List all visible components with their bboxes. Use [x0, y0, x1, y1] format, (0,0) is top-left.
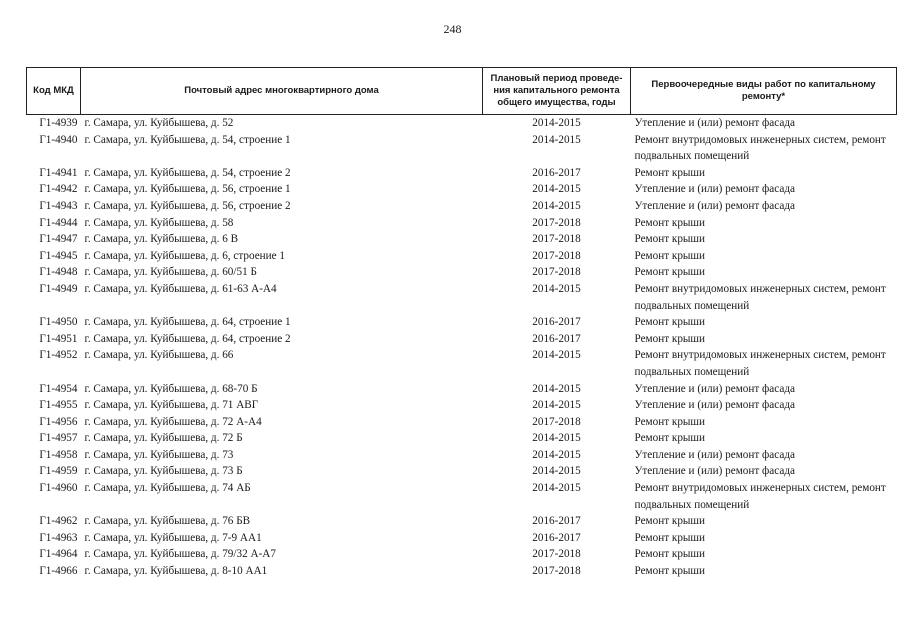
cell-period: 2017-2018 — [532, 266, 581, 279]
cell-code: Г1-4940 — [39, 133, 78, 146]
header-work: Первоочередные виды работ по капитальному ремонту* — [631, 68, 897, 115]
cell-code: Г1-4945 — [39, 249, 78, 262]
cell-period: 2016-2017 — [532, 332, 581, 345]
cell-work: Ремонт крыши — [634, 565, 706, 578]
table-row — [27, 397, 897, 414]
cell-address: г. Самара, ул. Куйбышева, д. 8-10 АА1 — [84, 565, 268, 578]
cell-period: 2016-2017 — [532, 531, 581, 544]
cell-period: 2014-2015 — [532, 183, 581, 196]
cell-code: Г1-4954 — [39, 382, 78, 395]
cell-work: Ремонт внутридомовых инженерных систем, ремонт подвальных помещений — [634, 349, 886, 378]
cell-period: 2014-2015 — [532, 349, 581, 362]
cell-work: Ремонт крыши — [634, 266, 706, 279]
cell-address: г. Самара, ул. Куйбышева, д. 74 АБ — [84, 482, 251, 495]
cell-period: 2014-2015 — [532, 199, 581, 212]
cell-work: Ремонт крыши — [634, 531, 706, 544]
cell-address: г. Самара, ул. Куйбышева, д. 71 АВГ — [84, 399, 259, 412]
cell-period: 2017-2018 — [532, 249, 581, 262]
cell-work: Ремонт крыши — [634, 415, 706, 428]
cell-address: г. Самара, ул. Куйбышева, д. 56, строение 1 — [84, 183, 291, 196]
cell-period: 2014-2015 — [532, 133, 581, 146]
table-row — [27, 198, 897, 215]
cell-code: Г1-4947 — [39, 233, 78, 246]
table-row — [27, 381, 897, 398]
cell-period: 2016-2017 — [532, 166, 581, 179]
table-body — [27, 115, 897, 580]
cell-period: 2014-2015 — [532, 382, 581, 395]
cell-period: 2014-2015 — [532, 448, 581, 461]
table-row — [27, 447, 897, 464]
cell-work: Ремонт крыши — [634, 316, 706, 329]
table-row — [27, 132, 897, 165]
cell-address: г. Самара, ул. Куйбышева, д. 73 Б — [84, 465, 243, 478]
cell-address: г. Самара, ул. Куйбышева, д. 72 А-А4 — [84, 415, 262, 428]
cell-code: Г1-4962 — [39, 515, 78, 528]
cell-code: Г1-4959 — [39, 465, 78, 478]
cell-work: Утепление и (или) ремонт фасада — [634, 199, 795, 212]
cell-address: г. Самара, ул. Куйбышева, д. 56, строение 2 — [84, 199, 291, 212]
cell-code: Г1-4950 — [39, 316, 78, 329]
table-row — [27, 546, 897, 563]
cell-period: 2014-2015 — [532, 482, 581, 495]
cell-work: Ремонт крыши — [634, 233, 706, 246]
cell-address: г. Самара, ул. Куйбышева, д. 64, строение 2 — [84, 332, 291, 345]
cell-address: г. Самара, ул. Куйбышева, д. 64, строение 1 — [84, 316, 291, 329]
cell-period: 2016-2017 — [532, 316, 581, 329]
cell-work: Утепление и (или) ремонт фасада — [634, 117, 795, 129]
table-row — [27, 281, 897, 314]
page-number: 248 — [443, 22, 462, 36]
cell-address: г. Самара, ул. Куйбышева, д. 54, строение 2 — [84, 166, 291, 179]
cell-address: г. Самара, ул. Куйбышева, д. 68-70 Б — [84, 382, 258, 395]
cell-work: Ремонт крыши — [634, 216, 706, 229]
cell-code: Г1-4964 — [39, 548, 78, 561]
cell-work: Ремонт крыши — [634, 432, 706, 445]
cell-code: Г1-4963 — [39, 531, 78, 544]
table-row — [27, 181, 897, 198]
cell-period: 2014-2015 — [532, 399, 581, 412]
table-row — [27, 231, 897, 248]
cell-code: Г1-4943 — [39, 199, 78, 212]
table-row — [27, 530, 897, 547]
table-row — [27, 480, 897, 513]
cell-address: г. Самара, ул. Куйбышева, д. 7-9 АА1 — [84, 531, 262, 544]
cell-address: г. Самара, ул. Куйбышева, д. 79/32 А-А7 — [84, 548, 276, 561]
cell-period: 2014-2015 — [532, 282, 581, 295]
header-code: Код МКД — [27, 68, 81, 115]
header-period: Плановый период проведе-ния капитального ремонта общего имущества, годы — [483, 68, 631, 115]
cell-code: Г1-4957 — [39, 432, 78, 445]
cell-work: Ремонт внутридомовых инженерных систем, ремонт подвальных помещений — [634, 482, 886, 511]
cell-address: г. Самара, ул. Куйбышева, д. 61-63 А-А4 — [84, 282, 277, 295]
cell-period: 2016-2017 — [532, 515, 581, 528]
cell-code: Г1-4955 — [39, 399, 78, 412]
cell-code: Г1-4951 — [39, 332, 78, 345]
cell-work: Утепление и (или) ремонт фасада — [634, 399, 795, 412]
cell-code: Г1-4958 — [39, 448, 78, 461]
table-row — [27, 115, 897, 132]
table-row — [27, 463, 897, 480]
cell-address: г. Самара, ул. Куйбышева, д. 6, строение 1 — [84, 249, 286, 262]
cell-code: Г1-4942 — [39, 183, 78, 196]
cell-code: Г1-4948 — [39, 266, 78, 279]
table-row — [27, 414, 897, 431]
cell-code: Г1-4956 — [39, 415, 78, 428]
cell-code: Г1-4966 — [39, 565, 78, 578]
cell-address: г. Самара, ул. Куйбышева, д. 72 Б — [84, 432, 243, 445]
table-row — [27, 331, 897, 348]
cell-work: Утепление и (или) ремонт фасада — [634, 465, 795, 478]
cell-address: г. Самара, ул. Куйбышева, д. 58 — [84, 216, 234, 229]
cell-address: г. Самара, ул. Куйбышева, д. 6 В — [84, 233, 239, 246]
cell-address: г. Самара, ул. Куйбышева, д. 52 — [84, 117, 234, 129]
table-header-row — [27, 68, 897, 115]
cell-code: Г1-4960 — [39, 482, 78, 495]
cell-work: Утепление и (или) ремонт фасада — [634, 183, 795, 196]
cell-address: г. Самара, ул. Куйбышева, д. 60/51 Б — [84, 266, 257, 279]
cell-code: Г1-4949 — [39, 282, 78, 295]
capital-repair-table — [26, 67, 897, 580]
cell-code: Г1-4941 — [39, 166, 78, 179]
table-row — [27, 513, 897, 530]
table-row — [27, 248, 897, 265]
table-row — [27, 264, 897, 281]
cell-work: Ремонт внутридомовых инженерных систем, ремонт подвальных помещений — [634, 133, 886, 163]
cell-work: Утепление и (или) ремонт фасада — [634, 382, 795, 395]
table-row — [27, 215, 897, 232]
cell-address: г. Самара, ул. Куйбышева, д. 66 — [84, 349, 234, 362]
cell-work: Ремонт крыши — [634, 249, 706, 262]
cell-work: Утепление и (или) ремонт фасада — [634, 448, 795, 461]
table-row — [27, 347, 897, 380]
cell-code: Г1-4952 — [39, 349, 78, 362]
cell-work: Ремонт крыши — [634, 166, 706, 179]
cell-address: г. Самара, ул. Куйбышева, д. 76 БВ — [84, 515, 251, 528]
cell-period: 2014-2015 — [532, 117, 581, 129]
cell-period: 2017-2018 — [532, 415, 581, 428]
cell-address: г. Самара, ул. Куйбышева, д. 54, строение 1 — [84, 133, 291, 146]
table-row — [27, 563, 897, 580]
cell-work: Ремонт крыши — [634, 332, 706, 345]
cell-period: 2017-2018 — [532, 233, 581, 246]
cell-code: Г1-4939 — [39, 117, 78, 129]
cell-code: Г1-4944 — [39, 216, 78, 229]
table-row — [27, 430, 897, 447]
cell-work: Ремонт крыши — [634, 548, 706, 561]
cell-period: 2017-2018 — [532, 216, 581, 229]
cell-work: Ремонт крыши — [634, 515, 706, 528]
table-row — [27, 165, 897, 182]
header-address: Почтовый адрес многоквартирного дома — [81, 68, 483, 115]
table-row — [27, 314, 897, 331]
cell-period: 2017-2018 — [532, 565, 581, 578]
cell-period: 2014-2015 — [532, 465, 581, 478]
cell-period: 2017-2018 — [532, 548, 581, 561]
cell-address: г. Самара, ул. Куйбышева, д. 73 — [84, 448, 234, 461]
cell-period: 2014-2015 — [532, 432, 581, 445]
cell-work: Ремонт внутридомовых инженерных систем, ремонт подвальных помещений — [634, 282, 886, 312]
